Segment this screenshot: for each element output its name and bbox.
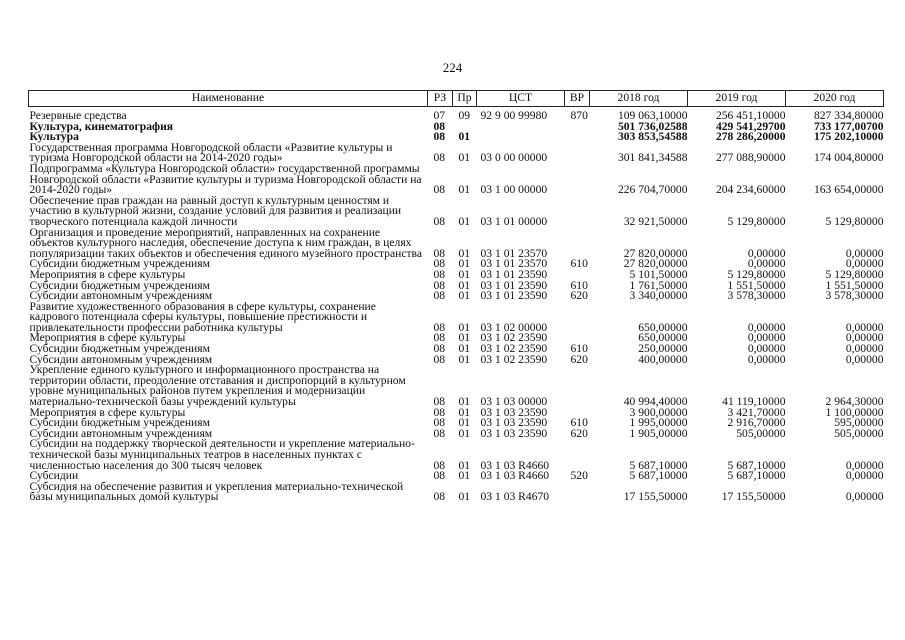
row-rz: 07 — [433, 109, 446, 122]
row-value-2018: 1 995,00000 — [629, 416, 688, 430]
row-value-2020: 2 964,30000 — [825, 395, 884, 409]
row-pr: 01 — [458, 342, 471, 356]
row-cst: 03 1 01 23590 — [480, 267, 548, 281]
row-value-2018: 5 687,10000 — [629, 458, 688, 472]
row-value-2019: 0,00000 — [747, 352, 786, 366]
row-value-2018: 17 155,50000 — [623, 490, 688, 504]
row-rz: 08 — [433, 119, 446, 133]
row-pr: 01 — [458, 331, 471, 345]
row-cst: 03 1 02 00000 — [480, 320, 548, 334]
row-value-2020: 5 129,80000 — [825, 267, 884, 281]
row-name: Обеспечение прав граждан на равный доступ к культурным ценностям и участию в культурной жизни, создание условий для развития и реализации творческого потенциала каждой личности — [29, 193, 402, 228]
row-value-2020: 505,00000 — [834, 426, 884, 440]
row-value-2018: 40 994,40000 — [623, 395, 688, 409]
row-name: Субсидии бюджетным учреждениям — [29, 416, 210, 430]
row-rz: 08 — [433, 331, 446, 345]
row-value-2020: 0,00000 — [845, 331, 884, 345]
header-vr: ВР — [565, 91, 590, 107]
row-value-2020: 827 334,80000 — [813, 109, 884, 122]
row-name: Субсидии бюджетным учреждениям — [29, 342, 210, 356]
row-value-2019: 3 421,70000 — [727, 405, 786, 419]
row-rz: 08 — [433, 405, 446, 419]
row-pr: 01 — [458, 267, 471, 281]
row-pr: 01 — [458, 352, 471, 366]
row-vr: 620 — [570, 426, 588, 440]
row-name: Мероприятия в сфере культуры — [29, 331, 186, 345]
row-pr: 01 — [458, 490, 471, 504]
row-rz: 08 — [433, 214, 446, 228]
table-row — [29, 482, 884, 503]
row-value-2018: 650,00000 — [638, 320, 688, 334]
row-value-2018: 27 820,00000 — [623, 257, 688, 271]
row-value-2018: 1 761,50000 — [629, 278, 688, 292]
row-value-2019: 0,00000 — [747, 257, 786, 271]
row-name: Мероприятия в сфере культуры — [29, 267, 186, 281]
table-row — [29, 365, 884, 407]
row-name: Мероприятия в сфере культуры — [29, 405, 186, 419]
row-name: Культура, кинематография — [29, 119, 174, 133]
row-value-2020: 733 177,00700 — [813, 119, 884, 133]
row-value-2019: 1 551,50000 — [727, 278, 786, 292]
row-vr — [565, 122, 590, 133]
row-cst: 03 1 01 23570 — [480, 246, 548, 260]
row-vr: 610 — [570, 416, 588, 430]
row-cst: 03 0 00 00000 — [480, 151, 548, 165]
row-value-2018: 5 687,10000 — [629, 469, 688, 483]
row-rz: 08 — [433, 469, 446, 483]
row-vr: 870 — [570, 109, 588, 122]
row-rz: 08 — [433, 246, 446, 260]
row-value-2019: 277 088,90000 — [715, 151, 786, 165]
row-pr: 01 — [458, 405, 471, 419]
row-value-2020: 1 551,50000 — [825, 278, 884, 292]
row-value-2020: 595,00000 — [834, 416, 884, 430]
row-cst: 03 1 03 R4660 — [480, 458, 550, 472]
row-cst: 92 9 00 99980 — [480, 109, 548, 122]
row-pr: 01 — [458, 458, 471, 472]
row-rz: 08 — [433, 151, 446, 165]
row-name: Субсидии автономным учреждениям — [29, 352, 213, 366]
row-value-2018: 650,00000 — [638, 331, 688, 345]
row-value-2020: 175 202,10000 — [813, 130, 884, 144]
row-vr — [565, 365, 590, 407]
row-cst: 03 1 01 00000 — [480, 214, 548, 228]
row-value-2020: 0,00000 — [845, 352, 884, 366]
row-vr — [565, 439, 590, 471]
row-value-2019: 17 155,50000 — [721, 490, 786, 504]
page-number: 224 — [442, 60, 463, 75]
row-name: Развитие художественного образования в сфере культуры, сохранение кадрового потенциала сферы культуры, повышение престижности и привлекательности профессии работника культуры — [29, 299, 376, 334]
row-value-2018: 250,00000 — [638, 342, 688, 356]
header-pr: Пр — [453, 91, 477, 107]
row-value-2019: 2 916,70000 — [727, 416, 786, 430]
row-vr — [565, 302, 590, 334]
row-rz: 08 — [433, 395, 446, 409]
row-vr — [565, 143, 590, 164]
row-pr: 09 — [458, 109, 471, 122]
row-value-2020: 0,00000 — [845, 246, 884, 260]
row-vr — [565, 482, 590, 503]
row-value-2019: 0,00000 — [747, 320, 786, 334]
row-cst: 03 1 01 23590 — [480, 278, 548, 292]
row-vr — [565, 132, 590, 143]
row-cst: 03 1 00 00000 — [480, 183, 548, 197]
table-row — [29, 439, 884, 471]
row-value-2018: 3 900,00000 — [629, 405, 688, 419]
table-row — [29, 228, 884, 260]
row-rz: 08 — [433, 130, 446, 144]
row-name: Субсидии на поддержку творческой деятельности и укрепление материально-технической базы муниципальных театров в населенных пунктах с численностью населения до 300 тысяч человек — [29, 437, 415, 472]
row-rz: 08 — [433, 257, 446, 271]
row-value-2018: 301 841,34588 — [617, 151, 688, 165]
row-value-2019: 505,00000 — [736, 426, 786, 440]
row-rz: 08 — [433, 458, 446, 472]
row-cst: 03 1 03 23590 — [480, 426, 548, 440]
row-cst: 03 1 02 23590 — [480, 331, 548, 345]
row-value-2019: 204 234,60000 — [715, 183, 786, 197]
row-vr: 620 — [570, 352, 588, 366]
row-value-2018: 5 101,50000 — [629, 267, 688, 281]
row-value-2019: 429 541,29700 — [715, 119, 786, 133]
row-name: Культура — [29, 130, 79, 144]
row-rz: 08 — [433, 426, 446, 440]
row-rz: 08 — [433, 320, 446, 334]
row-value-2018: 109 063,10000 — [617, 109, 688, 122]
row-name: Субсидии бюджетным учреждениям — [29, 278, 210, 292]
row-value-2020: 0,00000 — [845, 469, 884, 483]
row-rz: 08 — [433, 416, 446, 430]
row-value-2020: 163 654,00000 — [813, 183, 884, 197]
row-pr: 01 — [458, 214, 471, 228]
row-rz: 08 — [433, 289, 446, 303]
row-pr: 01 — [458, 426, 471, 440]
row-vr: 610 — [570, 257, 588, 271]
row-value-2018: 1 905,00000 — [629, 426, 688, 440]
row-value-2019: 0,00000 — [747, 342, 786, 356]
row-vr — [565, 228, 590, 260]
row-value-2019: 5 129,80000 — [727, 214, 786, 228]
row-pr: 01 — [458, 130, 471, 144]
row-pr: 01 — [458, 183, 471, 197]
row-vr: 610 — [570, 342, 588, 356]
row-cst: 03 1 01 23590 — [480, 289, 548, 303]
row-value-2020: 174 004,80000 — [813, 151, 884, 165]
row-name: Организация и проведение мероприятий, направленных на сохранение объектов культурного наследия, обеспечение доступа к ним граждан, в целях популяризации таких объектов и обеспечения единого музейного пространства — [29, 225, 423, 260]
row-vr: 610 — [570, 278, 588, 292]
header-name: Наименование — [29, 91, 428, 107]
table-row — [29, 302, 884, 334]
header-2019: 2019 год — [688, 91, 786, 107]
row-pr: 01 — [458, 257, 471, 271]
row-pr: 01 — [458, 246, 471, 260]
row-name: Государственная программа Новгородской области «Развитие культуры и туризма Новгородской области на 2014-2020 годы» — [29, 140, 393, 165]
row-rz: 08 — [433, 183, 446, 197]
row-cst — [477, 122, 565, 133]
row-value-2020: 0,00000 — [845, 490, 884, 504]
row-name: Субсидии автономным учреждениям — [29, 289, 213, 303]
header-cst: ЦСТ — [477, 91, 565, 107]
row-pr: 01 — [458, 278, 471, 292]
row-value-2020: 0,00000 — [845, 257, 884, 271]
row-vr — [565, 164, 590, 196]
row-vr: 520 — [570, 469, 588, 483]
row-rz: 08 — [433, 342, 446, 356]
row-value-2018: 400,00000 — [638, 352, 688, 366]
row-name: Субсидии бюджетным учреждениям — [29, 257, 210, 271]
row-cst: 03 1 03 00000 — [480, 395, 548, 409]
row-cst — [477, 132, 565, 143]
row-cst: 03 1 02 23590 — [480, 352, 548, 366]
row-cst: 03 1 03 23590 — [480, 416, 548, 430]
row-name: Субсидии — [29, 469, 79, 483]
row-cst: 03 1 03 23590 — [480, 405, 548, 419]
row-value-2019: 5 687,10000 — [727, 458, 786, 472]
row-pr: 01 — [458, 416, 471, 430]
row-vr: 620 — [570, 289, 588, 303]
row-value-2019: 278 286,20000 — [715, 130, 786, 144]
row-rz: 08 — [433, 490, 446, 504]
row-name: Субсидии автономным учреждениям — [29, 426, 213, 440]
row-value-2018: 3 340,00000 — [629, 289, 688, 303]
row-rz: 08 — [433, 352, 446, 366]
row-pr: 01 — [458, 151, 471, 165]
row-value-2020: 3 578,30000 — [825, 289, 884, 303]
row-rz: 08 — [433, 267, 446, 281]
row-pr: 01 — [458, 395, 471, 409]
row-value-2019: 0,00000 — [747, 246, 786, 260]
row-value-2019: 0,00000 — [747, 331, 786, 345]
row-value-2020: 1 100,00000 — [825, 405, 884, 419]
row-value-2020: 0,00000 — [845, 320, 884, 334]
row-value-2020: 5 129,80000 — [825, 214, 884, 228]
row-name: Резервные средства — [29, 109, 127, 122]
header-2020: 2020 год — [786, 91, 884, 107]
row-name: Субсидия на обеспечение развития и укрепления материально-технической базы муниципальных домой культуры — [29, 479, 404, 504]
header-rz: РЗ — [428, 91, 453, 107]
row-vr — [565, 196, 590, 228]
row-value-2019: 3 578,30000 — [727, 289, 786, 303]
row-name: Подпрограмма «Культура Новгородской области» государственной программы Новгородской области «Развитие культуры и туризма Новгородской области на 2014-2020 годы» — [29, 161, 422, 197]
row-value-2019: 5 129,80000 — [727, 267, 786, 281]
row-value-2020: 0,00000 — [845, 458, 884, 472]
row-cst: 03 1 03 R4670 — [480, 490, 550, 504]
row-pr: 01 — [458, 469, 471, 483]
row-cst: 03 1 01 23570 — [480, 257, 548, 271]
row-pr: 01 — [458, 320, 471, 334]
row-rz: 08 — [433, 278, 446, 292]
row-value-2020: 0,00000 — [845, 342, 884, 356]
row-value-2018: 32 921,50000 — [623, 214, 688, 228]
table-row — [29, 164, 884, 196]
table-row — [29, 143, 884, 164]
table-row — [29, 196, 884, 228]
row-value-2019: 41 119,10000 — [722, 395, 786, 409]
row-value-2018: 303 853,54588 — [617, 130, 688, 144]
table-header-row — [29, 91, 884, 107]
row-value-2018: 501 736,02588 — [617, 119, 688, 133]
row-cst: 03 1 03 R4660 — [480, 469, 550, 483]
header-2018: 2018 год — [590, 91, 688, 107]
row-value-2019: 256 451,10000 — [715, 109, 786, 122]
row-cst: 03 1 02 23590 — [480, 342, 548, 356]
row-value-2018: 27 820,00000 — [623, 246, 688, 260]
row-value-2018: 226 704,70000 — [617, 183, 688, 197]
row-name: Укрепление единого культурного и информационного пространства на территории области, преодоление отставания и диспропорций в культурном уровне муниципальных районов путем укрепления и модернизации материально-технической базы учреждений культуры — [29, 363, 406, 409]
budget-table — [28, 90, 884, 503]
row-pr: 01 — [458, 289, 471, 303]
row-value-2019: 5 687,10000 — [727, 469, 786, 483]
